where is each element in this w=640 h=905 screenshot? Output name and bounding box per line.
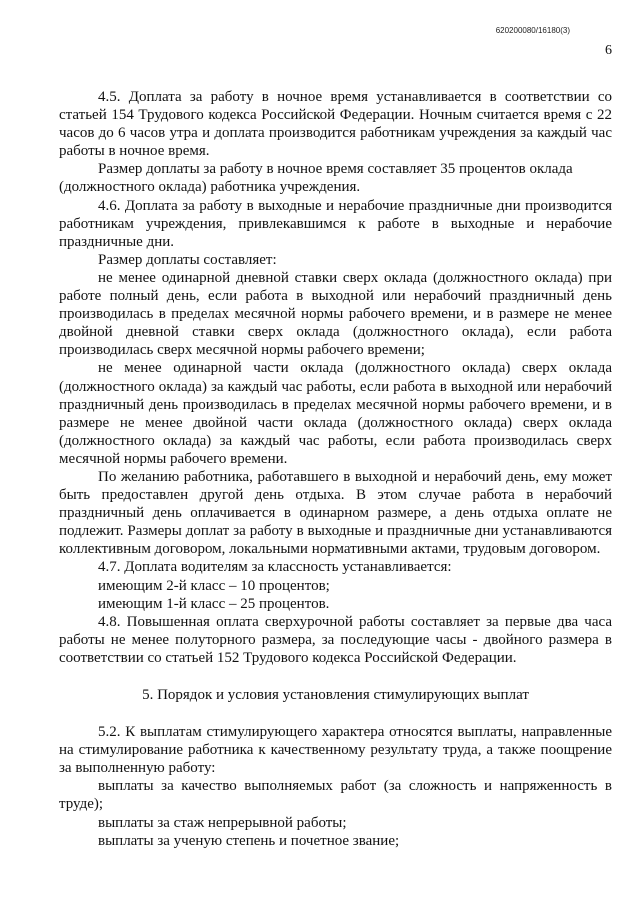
paragraph-hourly-rate: не менее одинарной части оклада (должностного оклада) сверх оклада (должностного оклада) за каждый час работы, если работа в выходной или нерабочий праздничный день производилась в пределах месячной нормы рабочего времени, и в размере не менее двойной части оклада (должностного оклада) сверх оклада (должностного оклада) за каждый час работы, если работа производилась сверх месячной нормы рабочего времени. [59, 360, 612, 467]
list-item-class-1: имеющим 1-й класс – 25 процентов. [98, 595, 330, 612]
paragraph-night-rate: Размер доплаты за работу в ночное время составляет 35 процентов оклада (должностного оклада) работника учреждения. [59, 161, 573, 196]
list-item-class-2: имеющим 2-й класс – 10 процентов; [98, 577, 330, 594]
document-body [59, 88, 612, 850]
paragraph-daily-rate: не менее одинарной дневной ставки сверх оклада (должностного оклада) при работе полный день, если работа в выходной или нерабочий праздничный день производилась в пределах месячной нормы рабочего времени, и в размере не менее двойной дневной ставки сверх оклада (должностного оклада), если работа производилась сверх месячной нормы рабочего времени; [59, 269, 612, 359]
list-item-seniority: выплаты за стаж непрерывной работы; [98, 814, 347, 831]
page-number: 6 [605, 43, 612, 58]
paragraph-4-8: 4.8. Повышенная оплата сверхурочной работы составляет за первые два часа работы не менее полуторного размера, за последующие часы - двойного размера в соответствии со статьей 152 Трудового кодекса Российской Федерации. [59, 613, 612, 666]
paragraph-4-6: 4.6. Доплата за работу в выходные и нерабочие праздничные дни производится работникам учреждения, привлекавшимся к работе в выходные и нерабочие праздничные дни. [59, 197, 612, 250]
paragraph-5-2: 5.2. К выплатам стимулирующего характера относятся выплаты, направленные на стимулирование работника к качественному результату труда, а также поощрение за выполненную работу: [59, 724, 612, 777]
list-item-degree: выплаты за ученую степень и почетное звание; [98, 832, 400, 849]
document-id: 620200080/16180(3) [495, 26, 570, 35]
paragraph-rate-size: Размер доплаты составляет: [98, 251, 277, 268]
paragraph-day-off: По желанию работника, работавшего в выходной и нерабочий день, ему может быть предоставлен другой день отдыха. В этом случае работа в нерабочий праздничный день оплачивается в одинарном размере, а день отдыха оплате не подлежит. Размеры доплат за работу в выходные и праздничные дни устанавливаются коллективным договором, локальными нормативными актами, трудовым договором. [59, 468, 612, 558]
list-item-quality: выплаты за качество выполняемых работ (за сложность и напряженность в труде); [59, 778, 612, 813]
paragraph-4-7: 4.7. Доплата водителям за классность устанавливается: [98, 559, 452, 576]
section-5-heading: 5. Порядок и условия установления стимулирующих выплат [142, 687, 529, 703]
paragraph-4-5: 4.5. Доплата за работу в ночное время устанавливается в соответствии со статьей 154 Трудового кодекса Российской Федерации. Ночным считается время с 22 часов до 6 часов утра и доплата производится работникам учреждения за каждый час работы в ночное время. [59, 89, 612, 160]
